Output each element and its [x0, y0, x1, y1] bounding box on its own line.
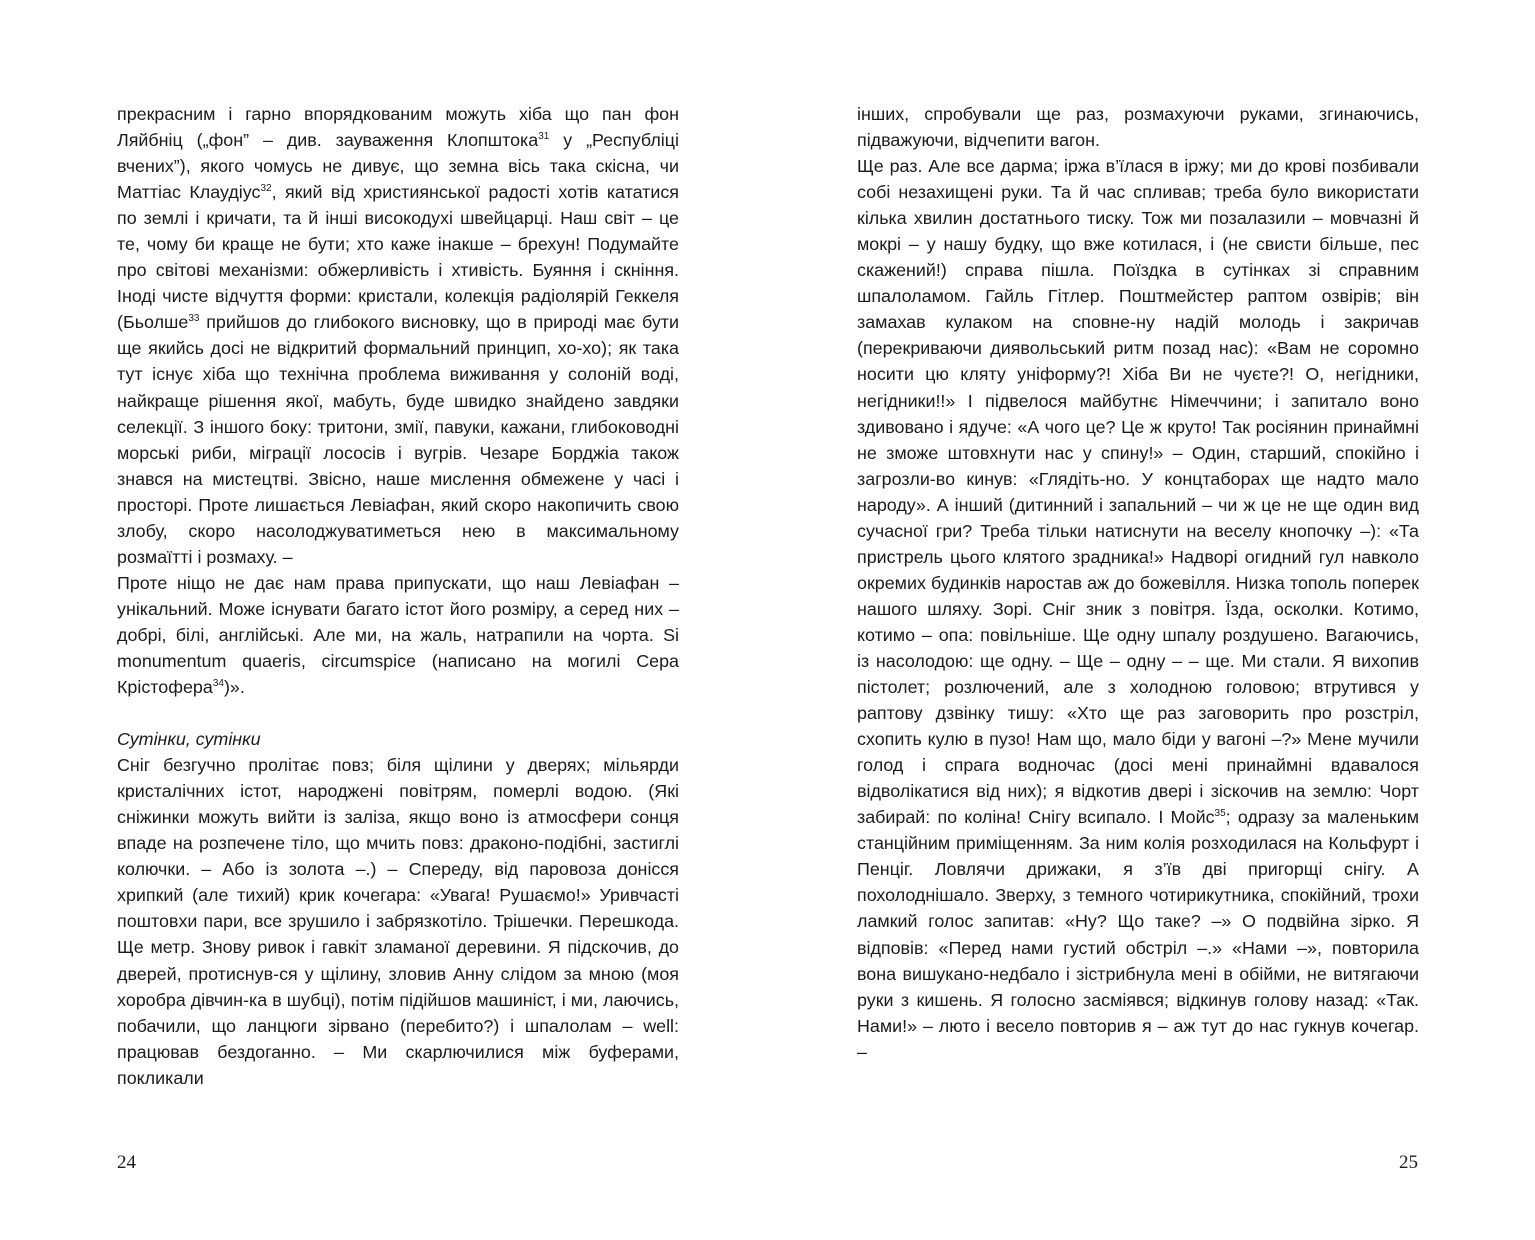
- footnote-ref: 34: [212, 678, 224, 690]
- text-run: , який від християнської радості хотів кататися по землі і кричати, та й інші високодухі швейцарці. Наш світ – це те, чому би краще не бути; хто каже інакше – брехун! Подумайте про світові механізми: обжерливість і хтивість. Буяння і скніння. Іноді чисте відчуття форми: кристали, колекція радіолярій Геккеля (Бьолше: [117, 182, 679, 333]
- right-text-column: [857, 101, 1419, 1065]
- paragraph: [117, 101, 679, 570]
- text-run: у „Республіці вчених”), якого чомусь не дивує, що земна вісь така скісна, чи Маттіас Клаудіус: [117, 130, 679, 203]
- paragraph: [117, 570, 679, 700]
- text-run: прекрасним і гарно впорядкованим можуть хіба що пан фон Ляйбніц („фон” – див. зауваження Клопштока: [117, 104, 679, 151]
- paragraph: Сніг безгучно пролітає повз; біля щілини у дверях; мільярди кристалічних істот, народжені повітрям, померлі водою. (Які сніжинки можуть вийти із заліза, якщо воно із атмосфери сонця впаде на розпечене тіло, що мчить повз: драконо-подібні, застиглі колючки. – Або із золота –.) – Спереду, від паровоза донісся хрипкий (але тихий) крик кочегара: «Увага! Рушаємо!» Уривчасті поштовхи пари, все зрушило і забрязкотіло. Трішечки. Перешкода. Ще метр. Знову ривок і гавкіт зламаної деревини. Я підскочив, до дверей, протиснув-ся у щілину, зловив Анну слідом за мною (моя хоробра дівчин-ка в шубці), потім підійшов машиніст, і ми, лаючись, побачили, що ланцюги зірвано (перебито?) і шпалолам – well: працював бездоганно. – Ми скарлючилися між буферами, покликали: [117, 755, 679, 1088]
- page-number: 25: [1399, 1152, 1418, 1173]
- left-page: [0, 0, 767, 1240]
- footnote-ref: 31: [538, 131, 550, 143]
- right-page: [767, 0, 1535, 1240]
- section-spacer: [117, 700, 679, 726]
- footnote-ref: 33: [188, 313, 200, 325]
- paragraph: інших, спробували ще раз, розмахуючи руками, згинаючись, підважуючи, відчепити вагон.: [857, 104, 1419, 151]
- page-number: 24: [117, 1152, 136, 1173]
- section-heading: Сутінки, сутінки: [117, 729, 261, 750]
- text-run: Проте ніщо не дає нам права припускати, що наш Левіафан – унікальний. Може існувати багато істот його розміру, а серед них – добрі, білі, англійські. Але ми, на жаль, натрапили на чорта. Si monumentum quaeris, circumspice (написано на могилі Сера Крістофера: [117, 572, 679, 698]
- paragraph: [857, 153, 1419, 1065]
- text-run: прийшов до глибокого висновку, що в природі має бути ще якийсь досі не відкритий формальний принцип, хо-хо); як така тут існує хіба що технічна проблема виживання у солоній воді, найкраще рішення якої, мабуть, буде швидко знайдено завдяки селекції. З іншого боку: тритони, змії, павуки, кажани, глибоководні морські риби, міграції лососів і вугрів. Чезаре Борджіа також знався на мистецтві. Звісно, наше мислення обмежене у часі і просторі. Проте лишається Левіафан, який скоро накопичить свою злобу, скоро насолоджуватиметься нею в максимальному розмаїтті і розмаху. –: [117, 312, 679, 567]
- footnote-ref: 35: [1214, 808, 1226, 820]
- text-run: Ще раз. Але все дарма; іржа в’їлася в іржу; ми до крові позбивали собі незахищені руки. Та й час спливав; треба було використати кілька хвилин достатнього тиску. Тож ми позалазили – мовчазні й мокрі – у нашу будку, що вже котилася, і (не свисти більше, пес скажений!) справа пішла. Поїздка в сутінках зі справним шпалоламом. Гайль Гітлер. Поштмейстер раптом озвірів; він замахав кулаком на сповне-ну надій молодь і закричав (перекриваючи диявольський ритм позад нас): «Вам не соромно носити цю кляту уніформу?! Хіба Ви не чуєте?! О, негідники, негідники!!» І підвелося майбутнє Німеччини; і запитало воно здивовано і ядуче: «А чого це? Це ж круто! Так росіянин принаймні не зможе штовхнути нас у спину!» – Один, старший, спокійно і загрозли-во кинув: «Глядіть-но. У концтаборах ще надто мало народу». А інший (дитинний і запальний – чи ж це не ще один вид сучасної гри? Треба тільки натиснути на веселу кнопочку –): «Та пристрель цього клятого зрадника!» Надворі огидний гул навколо окремих будинків наростав аж до божевілля. Низка тополь поперек нашого шляху. Зорі. Сніг зник з повітря. Їзда, осколки. Котимо, котимо – опа: повільніше. Ще одну шпалу роздушено. Вагаючись, із насолодою: ще одну. – Ще – одну – – ще. Ми стали. Я вихопив пістолет; розлючений, але з холодною головою; втрутився у раптову дзвінку тишу: «Хто ще раз заговорить про розстріл, схопить кулю в пузо! Нам що, мало біди у вагоні –?» Мене мучили голод і спрага водночас (досі мені принаймні вдавалося відволікатися від них); я відкотив двері і зіскочив на землю: Чорт забирай: по коліна! Снігу всипало. І Мойс: [857, 156, 1419, 828]
- text-run: ; одразу за маленьким станційним приміщенням. За ним колія розходилася на Кольфурт і Пенціг. Ловлячи дрижаки, я з’їв дві пригорщі снігу. А похолоднішало. Зверху, з темного чотирикутника, спокійний, трохи ламкий голос запитав: «Ну? Що таке? –» О подвійна зірко. Я відповів: «Перед нами густий обстріл –.» «Нами –», повторила вона вишукано-недбало і зістрибнула мені в обійми, не витягаючи руки з кишень. Я голосно засміявся; відкинув голову назад: «Так. Нами!» – люто і весело повторив я – аж тут до нас гукнув кочегар. –: [857, 807, 1419, 1062]
- left-text-column: [117, 101, 679, 1091]
- footnote-ref: 32: [260, 183, 272, 195]
- text-run: )».: [223, 677, 245, 698]
